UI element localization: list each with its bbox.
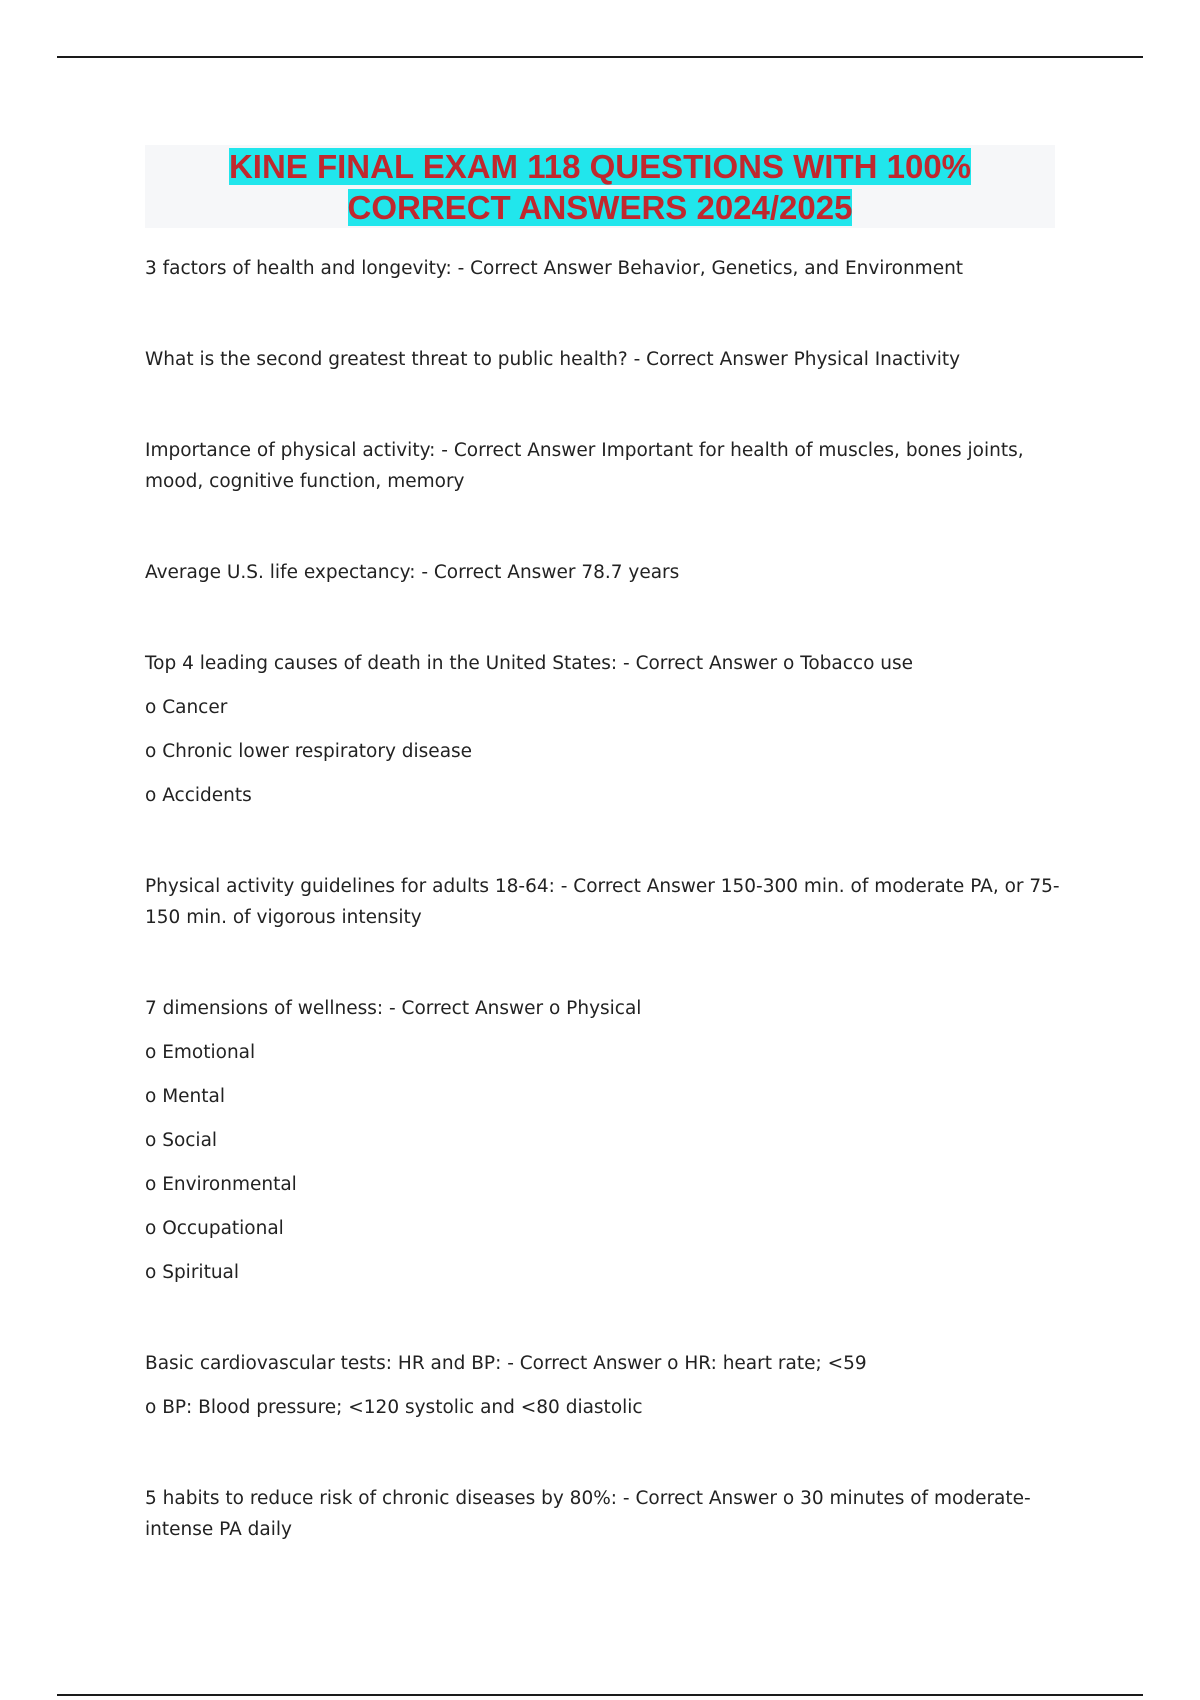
qa-sub-answer: o Cancer — [145, 697, 228, 718]
qa-item — [145, 1483, 1065, 1545]
qa-question: What is the second greatest threat to public health? - Correct Answer Physical Inactivity — [145, 349, 961, 370]
qa-sub-answer: o Emotional — [145, 1042, 256, 1063]
top-rule — [57, 56, 1143, 58]
qa-question: Average U.S. life expectancy: - Correct Answer 78.7 years — [145, 562, 680, 583]
qa-sub-answer: o Social — [145, 1130, 218, 1151]
bottom-rule — [57, 1694, 1143, 1696]
qa-sub-answer: o Chronic lower respiratory disease — [145, 741, 473, 762]
qa-item — [145, 871, 1065, 933]
qa-item — [145, 993, 1065, 1288]
qa-sub-answer: o BP: Blood pressure; <120 systolic and <80 diastolic — [145, 1397, 643, 1418]
qa-item — [145, 648, 1065, 811]
title-line-2: CORRECT ANSWERS 2024/2025 — [347, 189, 853, 226]
title-banner — [145, 145, 1055, 228]
title-line-1: KINE FINAL EXAM 118 QUESTIONS WITH 100% — [228, 148, 972, 185]
qa-question: Importance of physical activity: - Correct Answer Important for health of muscles, bones joints, mood, cognitive function, memory — [145, 440, 1024, 492]
qa-question: Basic cardiovascular tests: HR and BP: - Correct Answer o HR: heart rate; <59 — [145, 1353, 867, 1374]
qa-sub-answer: o Spiritual — [145, 1262, 240, 1283]
qa-item — [145, 557, 1065, 588]
qa-question: Physical activity guidelines for adults 18-64: - Correct Answer 150-300 min. of moderate PA, or 75-150 min. of vigorous intensity — [145, 876, 1060, 928]
qa-item — [145, 435, 1065, 497]
qa-question: 3 factors of health and longevity: - Correct Answer Behavior, Genetics, and Environment — [145, 258, 964, 279]
qa-sub-answer: o Mental — [145, 1086, 225, 1107]
qa-item — [145, 1348, 1065, 1423]
qa-question: 5 habits to reduce risk of chronic diseases by 80%: - Correct Answer o 30 minutes of moderate-intense PA daily — [145, 1488, 1031, 1540]
qa-list — [145, 253, 1065, 1605]
qa-question: Top 4 leading causes of death in the United States: - Correct Answer o Tobacco use — [145, 653, 914, 674]
document-title — [145, 145, 1055, 228]
qa-item — [145, 253, 1065, 284]
qa-sub-answer: o Accidents — [145, 785, 252, 806]
qa-item — [145, 344, 1065, 375]
qa-sub-answer: o Occupational — [145, 1218, 284, 1239]
qa-sub-answer: o Environmental — [145, 1174, 297, 1195]
qa-question: 7 dimensions of wellness: - Correct Answer o Physical — [145, 998, 642, 1019]
